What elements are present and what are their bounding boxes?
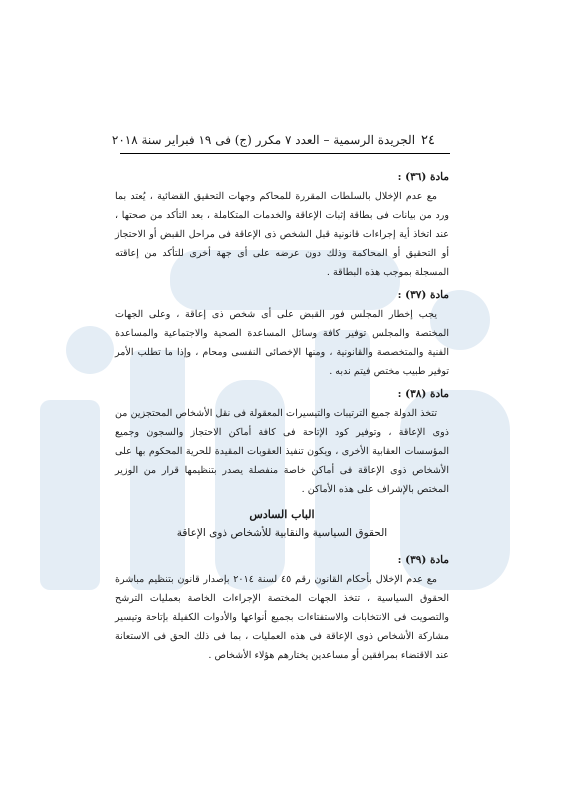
gazette-title: الجريدة الرسمية – العدد ٧ مكرر (ج) فى ١٩ فبراير سنة ٢٠١٨ [111, 133, 416, 147]
article-39-text: مع عدم الإخلال بأحكام القانون رقم ٤٥ لسنة ٢٠١٤ بإصدار قانون بتنظيم مباشرة الحقوق السياسية ، تتخذ الجهات المختصة الإجراءات الخاصة بعمليات الترشح والتصويت فى الانتخابات والاستفتاءات بجميع أنواعها والأدوات الكفيلة بإتاحة وتيسير مشاركة الأشخاص ذوى الإعاقة فى هذه العمليات ، بما فى ذلك الحق فى الاستعانة عند الاقتضاء بمرافقين أو مساعدين يختارهم هؤلاء الأشخاص . [115, 574, 449, 661]
page-header [111, 133, 435, 148]
document-body [115, 168, 449, 669]
article-36-title: مادة (٣٦) : [397, 171, 449, 183]
article-38-text: تتخذ الدولة جميع الترتيبات والتيسيرات المعقولة فى نقل الأشخاص المحتجزين من ذوى الإعاقة ، وتوفير كود الإتاحة فى كافة أماكن الاحتجاز والسجون وجميع المؤسسات العقابية الأخرى ، ويكون تنفيذ العقوبات المقيدة للحرية المحكوم بها على الأشخاص ذوى الإعاقة فى أماكن خاصة منفصلة يصدر بتنظيمها قرار من الوزير المختص بالإشراف على هذه الأماكن . [115, 408, 449, 495]
chapter-subtitle: الحقوق السياسية والنقابية للأشخاص ذوى الإعاقة [176, 527, 388, 539]
article-37-title: مادة (٣٧) : [397, 289, 449, 301]
page-number: ٢٤ [421, 133, 435, 148]
header-divider [120, 153, 450, 154]
article-38-title: مادة (٣٨) : [397, 388, 449, 400]
article-36-text: مع عدم الإخلال بالسلطات المقررة للمحاكم وجهات التحقيق القضائية ، يُعتد بما ورد من بيانات فى بطاقة إثبات الإعاقة والخدمات المتكاملة ، بعد التأكد من صحتها ، عند اتخاذ أية إجراءات قانونية قبل الشخص ذى الإعاقة فى مراحل القبض أو الاحتجاز أو التحقيق أو المحاكمة وذلك دون عرضه على أى جهة أخرى للتأكد من إعاقته المسجلة بموجب هذه البطاقة . [115, 191, 449, 278]
article-39-title: مادة (٣٩) : [397, 554, 449, 566]
chapter-title: الباب السادس [249, 508, 315, 521]
article-37-text: يجب إخطار المجلس فور القبض على أى شخص ذى إعاقة ، وعلى الجهات المختصة والمجلس توفير كافة وسائل المساعدة الصحية والاجتماعية والمساعدة الفنية والمتخصصة والقانونية ، ومنها الإخصائى النفسى ومحام ، وإذا ما تطلب الأمر توفير طبيب مختص فيتم ندبه . [115, 309, 449, 377]
